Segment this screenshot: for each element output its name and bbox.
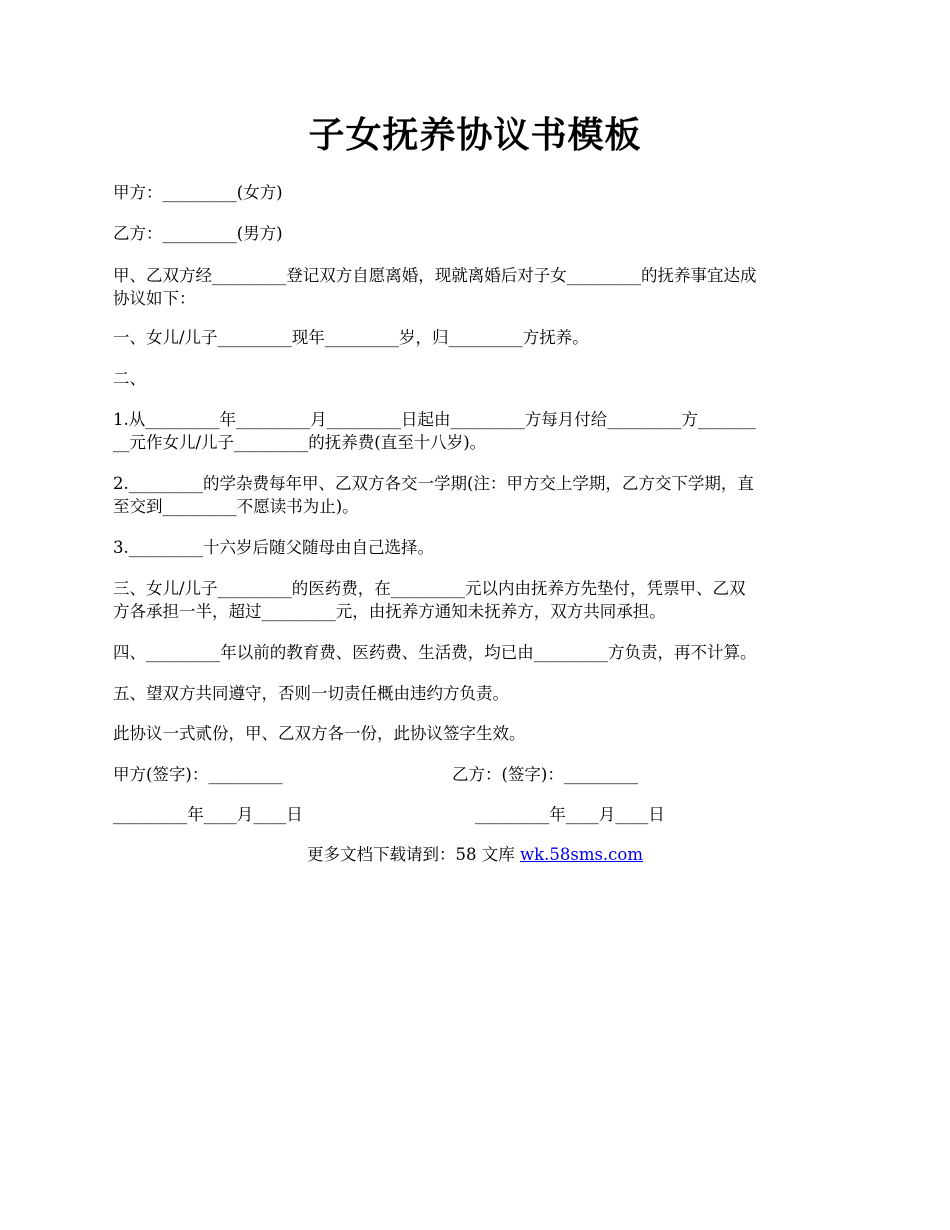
clause-2-heading: 二、 <box>113 369 146 388</box>
party-b-line: 乙方：_________(男方) <box>113 224 283 243</box>
intro-line-2: 协议如下： <box>113 289 196 308</box>
clause-2-1-line-1: 1.从_________年_________月_________日起由_________方每月付给_________方_______ <box>113 410 756 429</box>
document-title: 子女抚养协议书模板 <box>308 114 642 156</box>
clause-2-3: 3._________十六岁后随父随母由自己选择。 <box>113 538 434 557</box>
clause-5: 五、望双方共同遵守，否则一切责任概由违约方负责。 <box>113 684 509 703</box>
date-party-b: _________年____月____日 <box>475 805 665 824</box>
footer-link[interactable]: wk.58sms.com <box>519 845 643 864</box>
signature-party-b: 乙方：(签字)：_________ <box>452 765 639 784</box>
clause-1: 一、女儿/儿子_________现年_________岁，归_________方抚养。 <box>113 328 589 347</box>
clause-3-line-1: 三、女儿/儿子_________的医药费，在_________元以内由抚养方先垫付，凭票甲、乙双 <box>113 579 746 598</box>
clause-3-line-2: 方各承担一半，超过_________元，由抚养方通知未抚养方，双方共同承担。 <box>113 602 666 621</box>
signature-party-a: 甲方(签字)：_________ <box>113 765 283 784</box>
clause-4: 四、_________年以前的教育费、医药费、生活费，均已由_________方负责，再不计算。 <box>113 643 757 662</box>
date-party-a: _________年____月____日 <box>113 805 303 824</box>
intro-line-1: 甲、乙双方经_________登记双方自愿离婚，现就离婚后对子女_________的抚养事宜达成 <box>113 266 757 285</box>
clause-2-1-line-2: __元作女儿/儿子_________的抚养费(直至十八岁)。 <box>113 433 487 452</box>
clause-2-2-line-1: 2._________的学杂费每年甲、乙双方各交一学期(注：甲方交上学期，乙方交下学期，直 <box>113 474 754 493</box>
footer <box>0 843 950 866</box>
clause-2-2-line-2: 至交到_________不愿读书为止)。 <box>113 497 359 516</box>
party-a-line: 甲方：_________(女方) <box>113 183 283 202</box>
footer-text: 更多文档下载请到：58 文库 <box>306 845 520 864</box>
closing-statement: 此协议一式贰份，甲、乙双方各一份，此协议签字生效。 <box>113 724 526 743</box>
